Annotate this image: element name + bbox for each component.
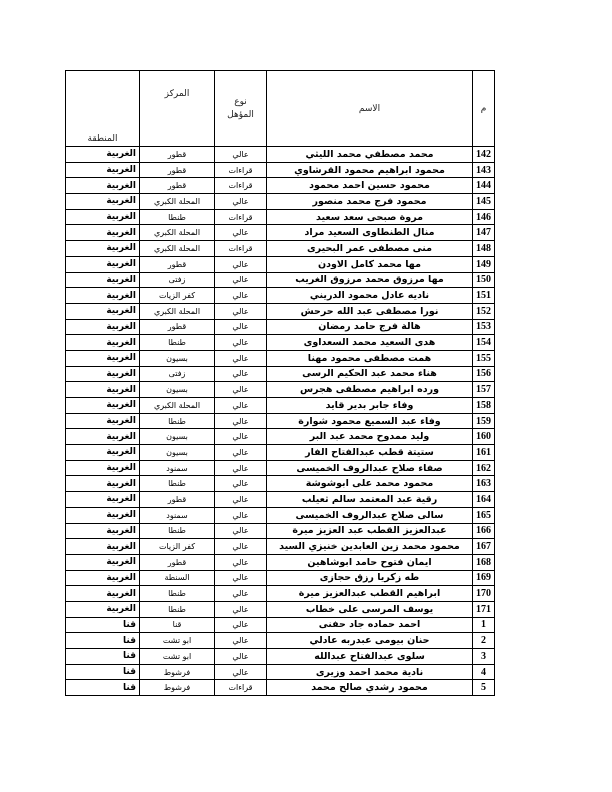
cell-center: قطور: [140, 492, 215, 508]
cell-name: ستيتة قطب عبدالفتاح الفار: [267, 445, 473, 461]
cell-center: المحلة الكبري: [140, 241, 215, 257]
cell-region: الغربية: [66, 398, 140, 414]
cell-center: طنطا: [140, 209, 215, 225]
cell-name: حنان بيومى عبدربه عادلي: [267, 633, 473, 649]
cell-number: 157: [473, 382, 495, 398]
cell-region: قنا: [66, 664, 140, 680]
cell-name: وفاء عبد السميع محمود شوارة: [267, 413, 473, 429]
cell-region: الغربية: [66, 241, 140, 257]
cell-region: الغربية: [66, 476, 140, 492]
cell-region: الغربية: [66, 256, 140, 272]
cell-qualification: عالي: [215, 601, 267, 617]
cell-number: 142: [473, 147, 495, 163]
cell-number: 4: [473, 664, 495, 680]
cell-region: الغربية: [66, 445, 140, 461]
cell-number: 158: [473, 398, 495, 414]
cell-number: 164: [473, 492, 495, 508]
cell-center: السنطة: [140, 570, 215, 586]
cell-name: طه زكريا رزق حجازى: [267, 570, 473, 586]
cell-number: 165: [473, 507, 495, 523]
cell-qualification: عالي: [215, 554, 267, 570]
cell-name: وليد ممدوح محمد عبد البر: [267, 429, 473, 445]
cell-center: طنطا: [140, 523, 215, 539]
cell-name: ورده ابراهيم مصطفى هجرس: [267, 382, 473, 398]
cell-qualification: قراءات: [215, 178, 267, 194]
cell-number: 153: [473, 319, 495, 335]
cell-number: 171: [473, 601, 495, 617]
header-row: [66, 71, 495, 147]
cell-number: 152: [473, 303, 495, 319]
table-row: [66, 272, 495, 288]
cell-center: طنطا: [140, 586, 215, 602]
cell-center: زفتى: [140, 272, 215, 288]
table-row: [66, 319, 495, 335]
cell-center: سمنود: [140, 507, 215, 523]
cell-name: محمود محمد على ابوشوشة: [267, 476, 473, 492]
cell-qualification: عالي: [215, 476, 267, 492]
table-row: [66, 633, 495, 649]
cell-name: منى مصطفى عمر البحيرى: [267, 241, 473, 257]
cell-name: رقية عبد المعتمد سالم ثعيلب: [267, 492, 473, 508]
cell-qualification: عالي: [215, 586, 267, 602]
cell-center: بسيون: [140, 350, 215, 366]
cell-region: الغربية: [66, 570, 140, 586]
table-row: [66, 617, 495, 633]
cell-region: الغربية: [66, 492, 140, 508]
cell-center: طنطا: [140, 476, 215, 492]
cell-qualification: عالي: [215, 350, 267, 366]
table-header: [66, 71, 495, 147]
table-row: [66, 460, 495, 476]
cell-name: محمود حسين احمد محمود: [267, 178, 473, 194]
cell-name: محمود ابراهيم محمود القرشاوي: [267, 162, 473, 178]
cell-center: كفر الزيات: [140, 539, 215, 555]
cell-number: 147: [473, 225, 495, 241]
cell-region: الغربية: [66, 413, 140, 429]
cell-center: زفتى: [140, 366, 215, 382]
cell-center: بسيون: [140, 382, 215, 398]
cell-qualification: عالي: [215, 272, 267, 288]
table-row: [66, 335, 495, 351]
cell-name: محمود فرج محمد منصور: [267, 194, 473, 210]
cell-qualification: عالي: [215, 335, 267, 351]
cell-region: الغربية: [66, 507, 140, 523]
cell-center: بسيون: [140, 445, 215, 461]
cell-region: الغربية: [66, 382, 140, 398]
cell-qualification: عالي: [215, 256, 267, 272]
cell-name: نورا مصطفى عبد الله حرحش: [267, 303, 473, 319]
cell-name: محمود محمد زين العابدين خنيزي السيد: [267, 539, 473, 555]
cell-name: سلوى عبدالفتاح عبدالله: [267, 649, 473, 665]
cell-region: الغربية: [66, 586, 140, 602]
cell-center: قطور: [140, 256, 215, 272]
table-row: [66, 398, 495, 414]
table-row: [66, 664, 495, 680]
cell-center: بسيون: [140, 429, 215, 445]
cell-number: 3: [473, 649, 495, 665]
table-row: [66, 382, 495, 398]
cell-qualification: عالي: [215, 319, 267, 335]
cell-number: 167: [473, 539, 495, 555]
table-row: [66, 209, 495, 225]
cell-region: الغربية: [66, 303, 140, 319]
cell-name: هالة فرج حامد رمضان: [267, 319, 473, 335]
cell-name: ابراهيم القطب عبدالعزيز ميرة: [267, 586, 473, 602]
cell-region: قنا: [66, 680, 140, 696]
cell-region: الغربية: [66, 460, 140, 476]
header-center: المركز: [140, 71, 215, 147]
cell-region: الغربية: [66, 225, 140, 241]
cell-name: هدى السعيد محمد السعداوى: [267, 335, 473, 351]
cell-name: سالى صلاح عبدالروف الخميسى: [267, 507, 473, 523]
cell-name: هناء محمد عبد الحكيم الرسى: [267, 366, 473, 382]
cell-qualification: عالي: [215, 570, 267, 586]
cell-region: الغربية: [66, 288, 140, 304]
cell-qualification: عالي: [215, 429, 267, 445]
cell-center: كفر الزيات: [140, 288, 215, 304]
cell-qualification: عالي: [215, 303, 267, 319]
cell-number: 154: [473, 335, 495, 351]
cell-center: طنطا: [140, 335, 215, 351]
cell-center: قطور: [140, 147, 215, 163]
cell-number: 156: [473, 366, 495, 382]
table-row: [66, 680, 495, 696]
cell-name: محمد مصطفي محمد الليثي: [267, 147, 473, 163]
cell-name: عبدالعزيز القطب عبد العزيز ميرة: [267, 523, 473, 539]
cell-name: همت مصطفى محمود مهنا: [267, 350, 473, 366]
cell-qualification: عالي: [215, 507, 267, 523]
cell-center: طنطا: [140, 413, 215, 429]
cell-region: الغربية: [66, 194, 140, 210]
table-row: [66, 178, 495, 194]
table-row: [66, 194, 495, 210]
roster-sheet: [65, 70, 495, 696]
cell-region: الغربية: [66, 523, 140, 539]
header-region: المنطقة: [66, 71, 140, 147]
cell-qualification: عالي: [215, 460, 267, 476]
cell-center: المحلة الكبري: [140, 303, 215, 319]
cell-qualification: عالي: [215, 445, 267, 461]
cell-number: 163: [473, 476, 495, 492]
table-row: [66, 539, 495, 555]
cell-name: نادية محمد احمد وزيرى: [267, 664, 473, 680]
cell-qualification: عالي: [215, 523, 267, 539]
cell-number: 144: [473, 178, 495, 194]
cell-region: الغربية: [66, 209, 140, 225]
cell-qualification: عالي: [215, 225, 267, 241]
cell-number: 155: [473, 350, 495, 366]
table-row: [66, 413, 495, 429]
cell-center: ابو تشت: [140, 633, 215, 649]
table-row: [66, 523, 495, 539]
cell-region: الغربية: [66, 429, 140, 445]
table-row: [66, 507, 495, 523]
cell-qualification: عالي: [215, 147, 267, 163]
cell-center: قنا: [140, 617, 215, 633]
table-body: [66, 147, 495, 696]
cell-center: فرشوط: [140, 680, 215, 696]
roster-table: [65, 70, 495, 696]
cell-name: ايمان فتوح حامد ابوشاهين: [267, 554, 473, 570]
table-row: [66, 476, 495, 492]
header-number: م: [473, 71, 495, 147]
cell-qualification: قراءات: [215, 241, 267, 257]
cell-qualification: عالي: [215, 288, 267, 304]
cell-qualification: عالي: [215, 617, 267, 633]
table-row: [66, 586, 495, 602]
cell-number: 146: [473, 209, 495, 225]
cell-name: ناديه عادل محمود الدريني: [267, 288, 473, 304]
cell-center: المحلة الكبري: [140, 225, 215, 241]
table-row: [66, 570, 495, 586]
cell-number: 166: [473, 523, 495, 539]
cell-qualification: عالي: [215, 413, 267, 429]
table-row: [66, 256, 495, 272]
header-qualification-line2: المؤهل: [227, 109, 254, 120]
cell-number: 148: [473, 241, 495, 257]
cell-number: 151: [473, 288, 495, 304]
cell-region: قنا: [66, 633, 140, 649]
cell-number: 161: [473, 445, 495, 461]
cell-number: 143: [473, 162, 495, 178]
cell-number: 149: [473, 256, 495, 272]
cell-region: الغربية: [66, 272, 140, 288]
cell-center: طنطا: [140, 601, 215, 617]
cell-number: 159: [473, 413, 495, 429]
cell-number: 160: [473, 429, 495, 445]
header-qualification-line1: نوع: [234, 96, 247, 107]
table-row: [66, 429, 495, 445]
cell-center: ابو تشت: [140, 649, 215, 665]
cell-qualification: قراءات: [215, 209, 267, 225]
cell-qualification: عالي: [215, 664, 267, 680]
cell-name: منال الطنطاوى السعيد مراد: [267, 225, 473, 241]
cell-name: مها محمد كامل الاودن: [267, 256, 473, 272]
cell-name: مروة صبحى سعد سعيد: [267, 209, 473, 225]
cell-qualification: عالي: [215, 649, 267, 665]
table-row: [66, 288, 495, 304]
cell-region: الغربية: [66, 350, 140, 366]
cell-number: 169: [473, 570, 495, 586]
cell-region: الغربية: [66, 554, 140, 570]
cell-region: قنا: [66, 617, 140, 633]
cell-number: 168: [473, 554, 495, 570]
table-row: [66, 649, 495, 665]
table-row: [66, 554, 495, 570]
cell-qualification: عالي: [215, 194, 267, 210]
table-row: [66, 147, 495, 163]
header-name: الاسم: [267, 71, 473, 147]
cell-center: المحلة الكبري: [140, 398, 215, 414]
table-row: [66, 350, 495, 366]
header-qualification-type: [215, 71, 267, 147]
cell-region: الغربية: [66, 319, 140, 335]
table-row: [66, 445, 495, 461]
cell-number: 145: [473, 194, 495, 210]
cell-qualification: قراءات: [215, 680, 267, 696]
cell-qualification: قراءات: [215, 162, 267, 178]
table-row: [66, 303, 495, 319]
cell-number: 162: [473, 460, 495, 476]
cell-number: 1: [473, 617, 495, 633]
cell-qualification: عالي: [215, 366, 267, 382]
table-row: [66, 492, 495, 508]
table-row: [66, 601, 495, 617]
cell-region: الغربية: [66, 335, 140, 351]
table-row: [66, 225, 495, 241]
cell-region: الغربية: [66, 178, 140, 194]
cell-center: قطور: [140, 178, 215, 194]
cell-center: المحلة الكبري: [140, 194, 215, 210]
cell-qualification: عالي: [215, 539, 267, 555]
cell-number: 2: [473, 633, 495, 649]
cell-region: الغربية: [66, 147, 140, 163]
cell-region: الغربية: [66, 601, 140, 617]
cell-name: محمود رشدي صالح محمد: [267, 680, 473, 696]
table-row: [66, 366, 495, 382]
cell-center: قطور: [140, 319, 215, 335]
cell-number: 170: [473, 586, 495, 602]
cell-center: قطور: [140, 162, 215, 178]
cell-qualification: عالي: [215, 382, 267, 398]
cell-number: 5: [473, 680, 495, 696]
cell-center: سمنود: [140, 460, 215, 476]
cell-name: احمد حماده جاد حفنى: [267, 617, 473, 633]
cell-qualification: عالي: [215, 633, 267, 649]
table-row: [66, 162, 495, 178]
cell-number: 150: [473, 272, 495, 288]
cell-center: قطور: [140, 554, 215, 570]
cell-region: قنا: [66, 649, 140, 665]
cell-name: مها مرزوق محمد مرزوق الغريب: [267, 272, 473, 288]
cell-center: فرشوط: [140, 664, 215, 680]
cell-qualification: عالي: [215, 492, 267, 508]
cell-name: يوسف المرسى على خطاب: [267, 601, 473, 617]
cell-region: الغربية: [66, 162, 140, 178]
cell-region: الغربية: [66, 539, 140, 555]
cell-region: الغربية: [66, 366, 140, 382]
cell-name: صفاء صلاح عبدالروف الخميسى: [267, 460, 473, 476]
cell-qualification: عالي: [215, 398, 267, 414]
cell-name: وفاء جابر بدير قايد: [267, 398, 473, 414]
table-row: [66, 241, 495, 257]
